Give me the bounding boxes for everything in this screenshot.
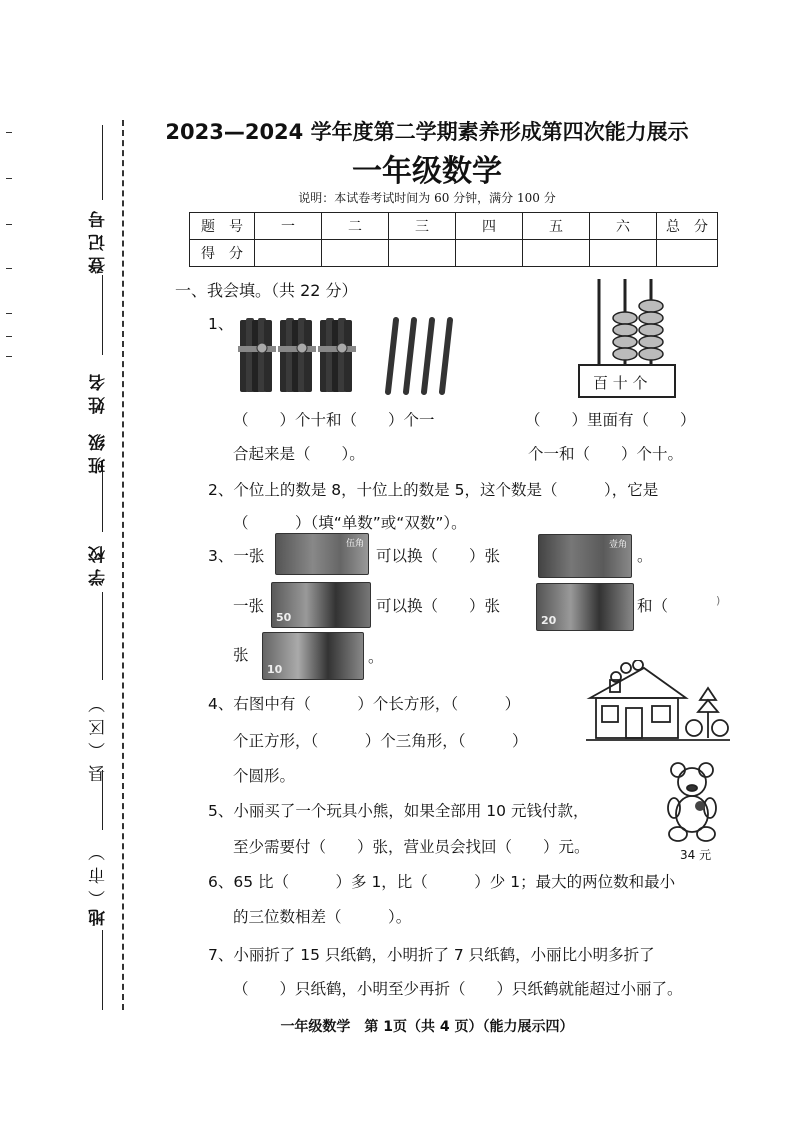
bear-price: 34 元 <box>680 848 712 862</box>
margin-tick <box>6 336 12 337</box>
score-row-label: 得 分 <box>190 240 255 267</box>
banknote-value: 20 <box>541 614 557 627</box>
q1-line2-left: 合起来是（ ）。 <box>233 445 365 463</box>
banknote-50yuan <box>271 582 371 628</box>
single-sticks <box>388 320 450 392</box>
score-header-cell: 二 <box>322 213 389 240</box>
banknote-value: 10 <box>267 663 283 676</box>
q1-line2-right: 个一和（ ）个十。 <box>528 445 684 463</box>
sidebar-shi: （市） <box>89 838 109 907</box>
q3-b4: ) <box>716 594 721 607</box>
sidebar-xingming: 姓名 <box>89 368 109 414</box>
banknote-10yuan <box>262 632 364 680</box>
score-table-header-row <box>190 213 718 240</box>
margin-tick <box>6 268 12 269</box>
section-heading: 一、我会填。（共 22 分） <box>175 281 358 300</box>
q3-a3: 。 <box>637 547 653 565</box>
q6-line2: 的三位数相差（ ）。 <box>233 908 412 926</box>
q5-line2: 至少需要付（ ）张，营业员会找回（ ）元。 <box>233 838 590 856</box>
banknote-label: 壹角 <box>608 540 627 550</box>
banknote-1jiao <box>538 534 632 578</box>
sidebar-line <box>102 930 103 1010</box>
score-header-cell: 五 <box>523 213 590 240</box>
score-table-score-row <box>190 240 718 267</box>
abacus-labels: 百 十 个 <box>593 374 648 392</box>
margin-tick <box>6 356 12 357</box>
q3-a2: 可以换（ ）张 <box>376 547 501 565</box>
stick-bundle <box>318 318 356 392</box>
stick-bundle <box>238 318 276 392</box>
q4-line1: 4、右图中有（ ）个长方形，（ ） <box>208 695 521 713</box>
margin-tick <box>6 224 12 225</box>
q7-line1: 7、小丽折了 15 只纸鹤，小明折了 7 只纸鹤，小丽比小明多折了 <box>208 946 655 964</box>
stick-bundle <box>278 318 316 392</box>
q2-line1: 2、个位上的数是 8，十位上的数是 5，这个数是（ ），它是 <box>208 481 659 499</box>
sidebar-line <box>102 770 103 830</box>
score-header-cell: 四 <box>456 213 523 240</box>
score-input-cell[interactable] <box>322 240 389 267</box>
q2-line2: （ ）（填“单数”或“双数”）。 <box>233 514 467 532</box>
q3-b2: 可以换（ ）张 <box>376 597 501 615</box>
score-header-cell: 题 号 <box>190 213 255 240</box>
exam-subject: 一年级数学 <box>352 154 502 189</box>
score-table <box>189 212 718 267</box>
sidebar-banji: 班级 <box>89 428 109 474</box>
exam-note: 说明：本试卷考试时间为 60 分钟，满分 100 分 <box>298 191 556 205</box>
teddy-bear-illustration <box>664 760 724 844</box>
q7-line2: （ ）只纸鹤，小明至少再折（ ）只纸鹤就能超过小丽了。 <box>233 980 683 998</box>
banknote-value: 50 <box>276 611 292 624</box>
score-input-cell[interactable] <box>523 240 590 267</box>
sidebar-xuexiao: 学校 <box>89 540 109 586</box>
sidebar-xian: 县（区） <box>89 690 109 782</box>
q6-line1: 6、65 比（ ）多 1，比（ ）少 1；最大的两位数和最小 <box>208 873 676 891</box>
sidebar-line <box>102 275 103 355</box>
sidebar-dengji: 登记号 <box>89 205 109 274</box>
q3-a1: 3、一张 <box>208 547 265 565</box>
q5-line1: 5、小丽买了一个玩具小熊，如果全部用 10 元钱付款， <box>208 802 589 820</box>
q1-line1-left: （ ）个十和（ ）个一 <box>233 411 435 429</box>
score-input-cell[interactable] <box>657 240 718 267</box>
sticks-illustration <box>232 312 472 396</box>
q1-line1-right: （ ）里面有（ ） <box>525 411 696 429</box>
margin-tick <box>6 313 12 314</box>
binding-dashed-line <box>122 120 124 1010</box>
score-header-cell: 六 <box>590 213 657 240</box>
score-input-cell[interactable] <box>456 240 523 267</box>
house-illustration <box>582 660 732 744</box>
q3-c1: 张 <box>233 646 249 664</box>
exam-title: 2023—2024 学年度第二学期素养形成第四次能力展示 <box>165 120 689 144</box>
q4-line2: 个正方形，（ ）个三角形，（ ） <box>233 732 528 750</box>
sidebar-di: 地 <box>89 903 109 926</box>
page-footer: 一年级数学 第 1页（共 4 页）（能力展示四） <box>280 1019 574 1035</box>
q3-b1: 一张 <box>233 597 265 615</box>
banknote-20yuan <box>536 583 634 631</box>
score-input-cell[interactable] <box>590 240 657 267</box>
q4-line3: 个圆形。 <box>233 767 296 785</box>
banknote-5jiao <box>275 533 369 575</box>
score-header-cell: 总 分 <box>657 213 718 240</box>
score-header-cell: 三 <box>389 213 456 240</box>
banknote-label: 伍角 <box>345 539 364 549</box>
score-input-cell[interactable] <box>255 240 322 267</box>
q3-b3: 和（ <box>637 597 669 615</box>
q3-c2: 。 <box>368 648 384 666</box>
score-input-cell[interactable] <box>389 240 456 267</box>
q1-number: 1、 <box>208 315 234 333</box>
sidebar-line <box>102 592 103 680</box>
score-header-cell: 一 <box>255 213 322 240</box>
